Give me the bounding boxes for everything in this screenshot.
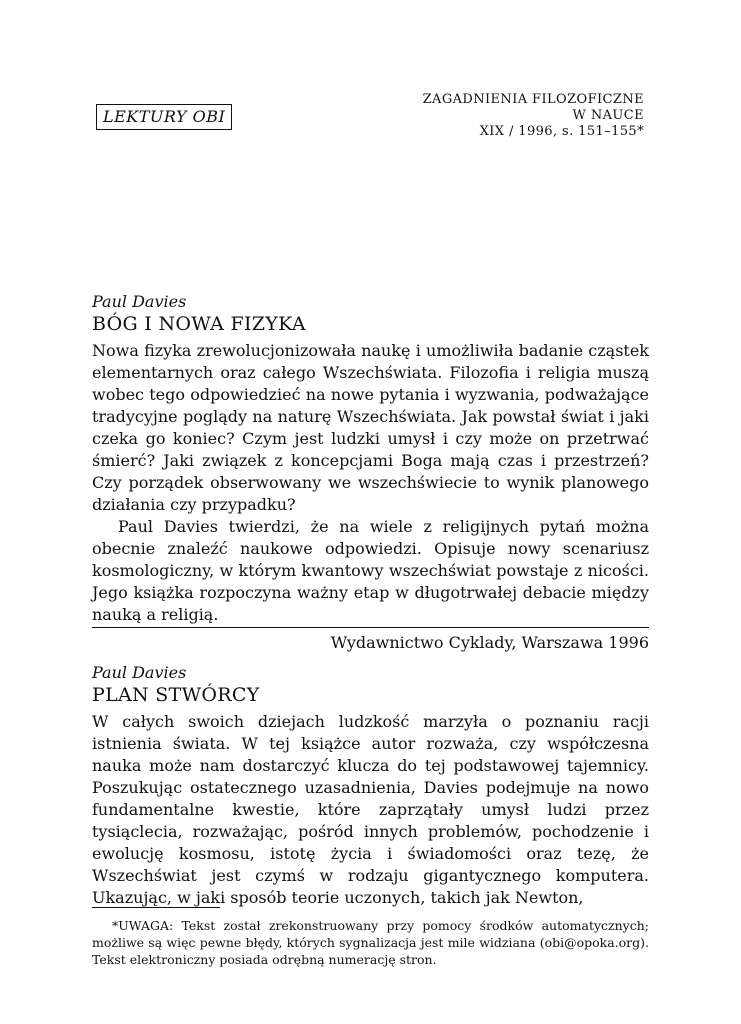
book-entry bbox=[92, 292, 649, 654]
footnote-text: *UWAGA: Tekst został zrekonstruowany przy pomocy środków automatycznych; możliwe są więc pewne błędy, których sygnalizacja jest mile widziana (obi@opoka.org). Tekst elektroniczny posiada odrębną numerację stron. bbox=[92, 918, 649, 967]
series-label-box: LEKTURY OBI bbox=[96, 104, 232, 130]
journal-title-line2: W NAUCE bbox=[572, 108, 644, 123]
book-title: BÓG I NOWA FIZYKA bbox=[92, 313, 306, 335]
book-description-paragraph: W całych swoich dziejach ludzkość marzyła o poznaniu racji istnienia świata. W tej książce autor rozważa, czy współczesna nauka może nam dostarczyć klucza do tej podstawowej tajemnicy. Poszukując ostatecznego uzasadnienia, Davies podejmuje na nowo fundamentalne kwestie, które zaprzątały umysł ludzi przez tysiąclecia, rozważając, pośród innych problemów, pochodzenie i ewolucję kosmosu, istotę życia i świadomości oraz tezę, że Wszechświat jest czymś w rodzaju gigantycznego komputera. Ukazując, w jaki sposób teorie uczonych, takich jak Newton, bbox=[92, 712, 649, 907]
journal-volume-pages: XIX / 1996, s. 151–155* bbox=[479, 124, 644, 139]
book-author: Paul Davies bbox=[92, 292, 187, 311]
book-publisher: Wydawnictwo Cyklady, Warszawa 1996 bbox=[330, 633, 649, 652]
journal-title-line1: ZAGADNIENIA FILOZOFICZNE bbox=[422, 92, 644, 107]
footnote-divider bbox=[92, 907, 220, 908]
book-description-paragraph: Paul Davies twierdzi, że na wiele z religijnych pytań można obecnie znaleźć naukowe odpowiedzi. Opisuje nowy scenariusz kosmologiczny, w którym kwantowy wszechświat powstaje z nicości. Jego książka rozpoczyna ważny etap w długotrwałej debacie między nauką a religią. bbox=[92, 517, 649, 624]
book-author: Paul Davies bbox=[92, 663, 187, 682]
journal-header bbox=[423, 92, 644, 140]
book-description-paragraph: Nowa fizyka zrewolucjonizowała naukę i umożliwiła badanie cząstek elementarnych oraz całego Wszechświata. Filozofia i religia muszą wobec tego odpowiedzieć na nowe pytania i wyzwania, podważające tradycyjne poglądy na naturę Wszechświata. Jak powstał świat i jaki czeka go koniec? Czym jest ludzki umysł i czy może on przetrwać śmierć? Jaki związek z koncepcjami Boga mają czas i przestrzeń? Czy porządek obserwowany we wszechświecie to wynik planowego działania czy przypadku? bbox=[92, 341, 649, 514]
section-divider bbox=[92, 627, 649, 628]
book-entry bbox=[92, 663, 649, 909]
book-title: PLAN STWÓRCY bbox=[92, 684, 260, 706]
